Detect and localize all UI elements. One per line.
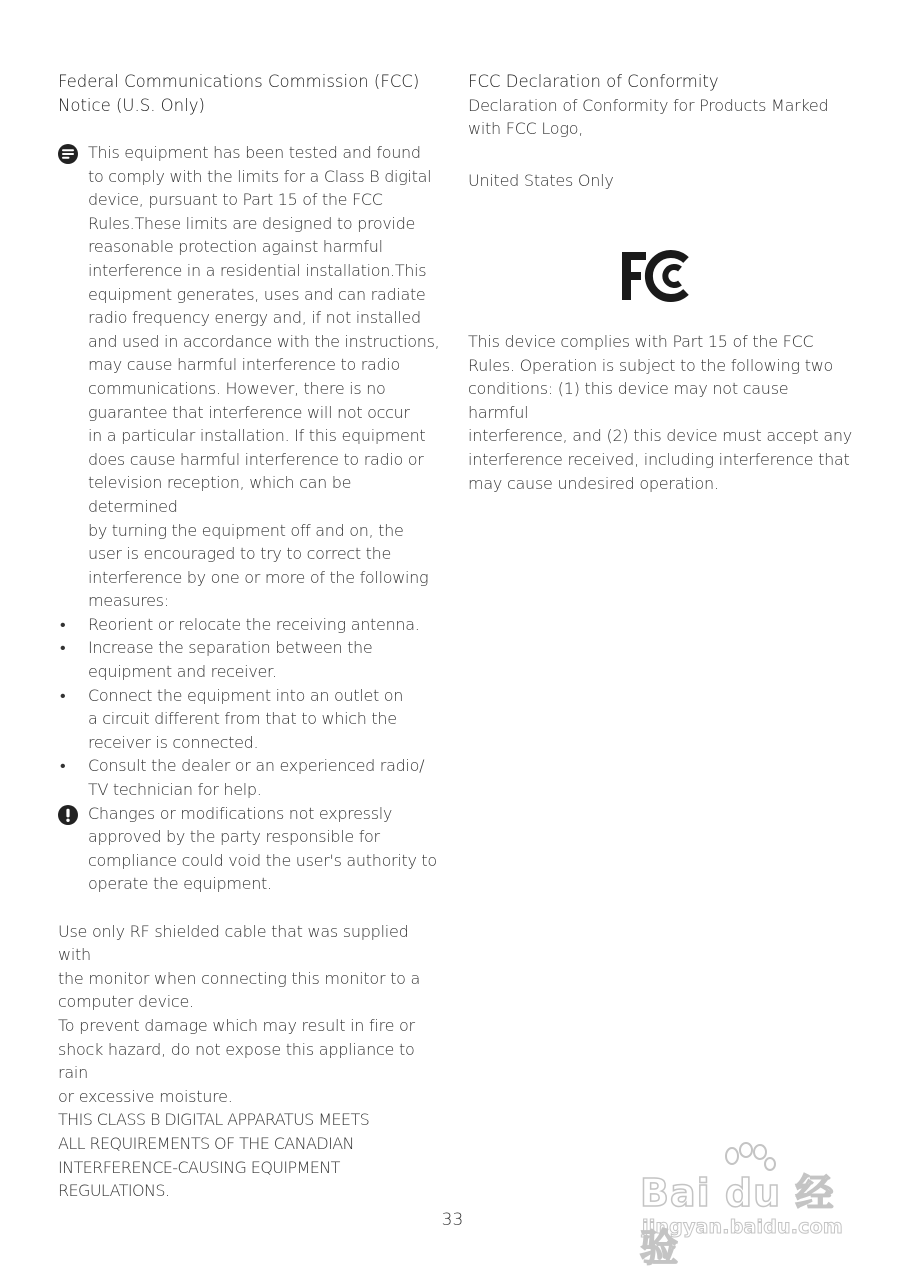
text-line: interference in a residential installation.This xyxy=(88,260,427,280)
heading-line: Federal Communications Commission (FCC) xyxy=(58,72,420,91)
info-note-text xyxy=(88,141,443,613)
list-item xyxy=(58,613,443,637)
text-line: in a particular installation. If this equipment xyxy=(88,426,426,446)
text-line: approved by the party responsible for xyxy=(88,827,380,847)
text-line: INTERFERENCE-CAUSING EQUIPMENT xyxy=(58,1157,340,1177)
warning-note-text xyxy=(88,802,443,896)
text-line: interference by one or more of the following xyxy=(88,567,429,587)
text-line: communications. However, there is no xyxy=(88,378,386,398)
text-line: with FCC Logo, xyxy=(468,119,584,139)
text-line: This device complies with Part 15 of the FCC xyxy=(468,332,814,351)
text-line: and used in accordance with the instructions, xyxy=(88,331,440,351)
fcc-logo xyxy=(620,246,700,306)
list-item xyxy=(58,684,443,755)
text-line: ALL REQUIREMENTS OF THE CANADIAN xyxy=(58,1133,354,1153)
text-line: radio frequency energy and, if not installed xyxy=(88,308,421,328)
text-line: reasonable protection against harmful xyxy=(88,237,383,257)
bullet-dot: • xyxy=(60,756,66,776)
text-line: Reorient or relocate the receiving antenna. xyxy=(88,614,420,634)
text-line: by turning the equipment off and on, the xyxy=(88,520,404,540)
bullet-dot: • xyxy=(60,614,66,634)
warning-note xyxy=(58,802,443,896)
measures-list xyxy=(58,613,443,802)
fire-hazard-paragraph xyxy=(58,1014,443,1108)
text-line: Rules.These limits are designed to provide xyxy=(88,213,416,233)
bullet-dot: • xyxy=(60,638,66,658)
compliance-paragraph xyxy=(468,330,853,495)
list-item xyxy=(58,754,443,801)
text-line: equipment generates, uses and can radiate xyxy=(88,284,426,304)
warning-exclamation-icon xyxy=(58,805,78,825)
text-line: Declaration of Conformity for Products Marked xyxy=(468,95,829,115)
text-line: Consult the dealer or an experienced radio/ xyxy=(88,756,425,776)
heading-line: Notice (U.S. Only) xyxy=(58,95,205,115)
right-column xyxy=(468,70,853,192)
text-line: Rules. Operation is subject to the following two xyxy=(468,355,834,375)
text-line: REGULATIONS. xyxy=(58,1181,170,1201)
text-line: may cause harmful interference to radio xyxy=(88,355,401,375)
left-column xyxy=(58,70,443,1203)
text-line: user is encouraged to try to correct the xyxy=(88,544,391,564)
text-line: TV technician for help. xyxy=(88,780,262,800)
watermark-url: jingyan.baidu.com xyxy=(642,1216,843,1238)
text-line: Increase the separation between the xyxy=(88,638,373,658)
text-line: device, pursuant to Part 15 of the FCC xyxy=(88,190,383,210)
compliance-block xyxy=(468,330,853,495)
page-number: 33 xyxy=(441,1210,464,1230)
text-line: or excessive moisture. xyxy=(58,1086,233,1106)
fcc-logo-icon xyxy=(620,246,700,306)
text-line: equipment and receiver. xyxy=(88,662,277,682)
text-line: receiver is connected. xyxy=(88,732,259,752)
declaration-heading: FCC Declaration of Conformity xyxy=(468,72,719,91)
region-text: United States Only xyxy=(468,170,614,190)
text-line: guarantee that interference will not occur xyxy=(88,402,410,422)
fcc-notice-heading xyxy=(58,70,443,117)
canadian-regulation-paragraph xyxy=(58,1108,443,1202)
info-lines-icon xyxy=(58,144,78,164)
baidu-watermark xyxy=(640,1142,860,1270)
watermark-brand: Bai du 经验 xyxy=(640,1171,835,1270)
text-line: compliance could void the user's authority to xyxy=(88,850,437,870)
text-line: To prevent damage which may result in fire or xyxy=(58,1015,415,1035)
rf-cable-paragraph xyxy=(58,920,443,1014)
list-item xyxy=(58,636,443,683)
text-line: measures: xyxy=(88,591,169,611)
text-line: computer device. xyxy=(58,992,194,1012)
text-line: to comply with the limits for a Class B digital xyxy=(88,166,432,186)
text-line: operate the equipment. xyxy=(88,874,272,894)
text-line: This equipment has been tested and found xyxy=(88,143,421,162)
text-line: shock hazard, do not expose this appliance to rain xyxy=(58,1039,415,1083)
text-line: television reception, which can be determined xyxy=(88,473,352,516)
text-line: THIS CLASS B DIGITAL APPARATUS MEETS xyxy=(58,1110,370,1130)
text-line: the monitor when connecting this monitor to a xyxy=(58,968,421,988)
declaration-intro xyxy=(468,94,853,141)
text-line: interference received, including interference that xyxy=(468,449,850,469)
bullet-dot: • xyxy=(60,685,66,705)
text-line: does cause harmful interference to radio or xyxy=(88,449,424,469)
text-line: Connect the equipment into an outlet on xyxy=(88,685,404,705)
text-line: may cause undesired operation. xyxy=(468,473,719,493)
text-line: a circuit different from that to which the xyxy=(88,709,397,729)
text-line: interference, and (2) this device must accept any xyxy=(468,426,852,446)
text-line: Use only RF shielded cable that was supplied with xyxy=(58,921,409,965)
text-line: Changes or modifications not expressly xyxy=(88,803,393,823)
info-note xyxy=(58,141,443,613)
text-line: conditions: (1) this device may not cause harmful xyxy=(468,379,789,422)
